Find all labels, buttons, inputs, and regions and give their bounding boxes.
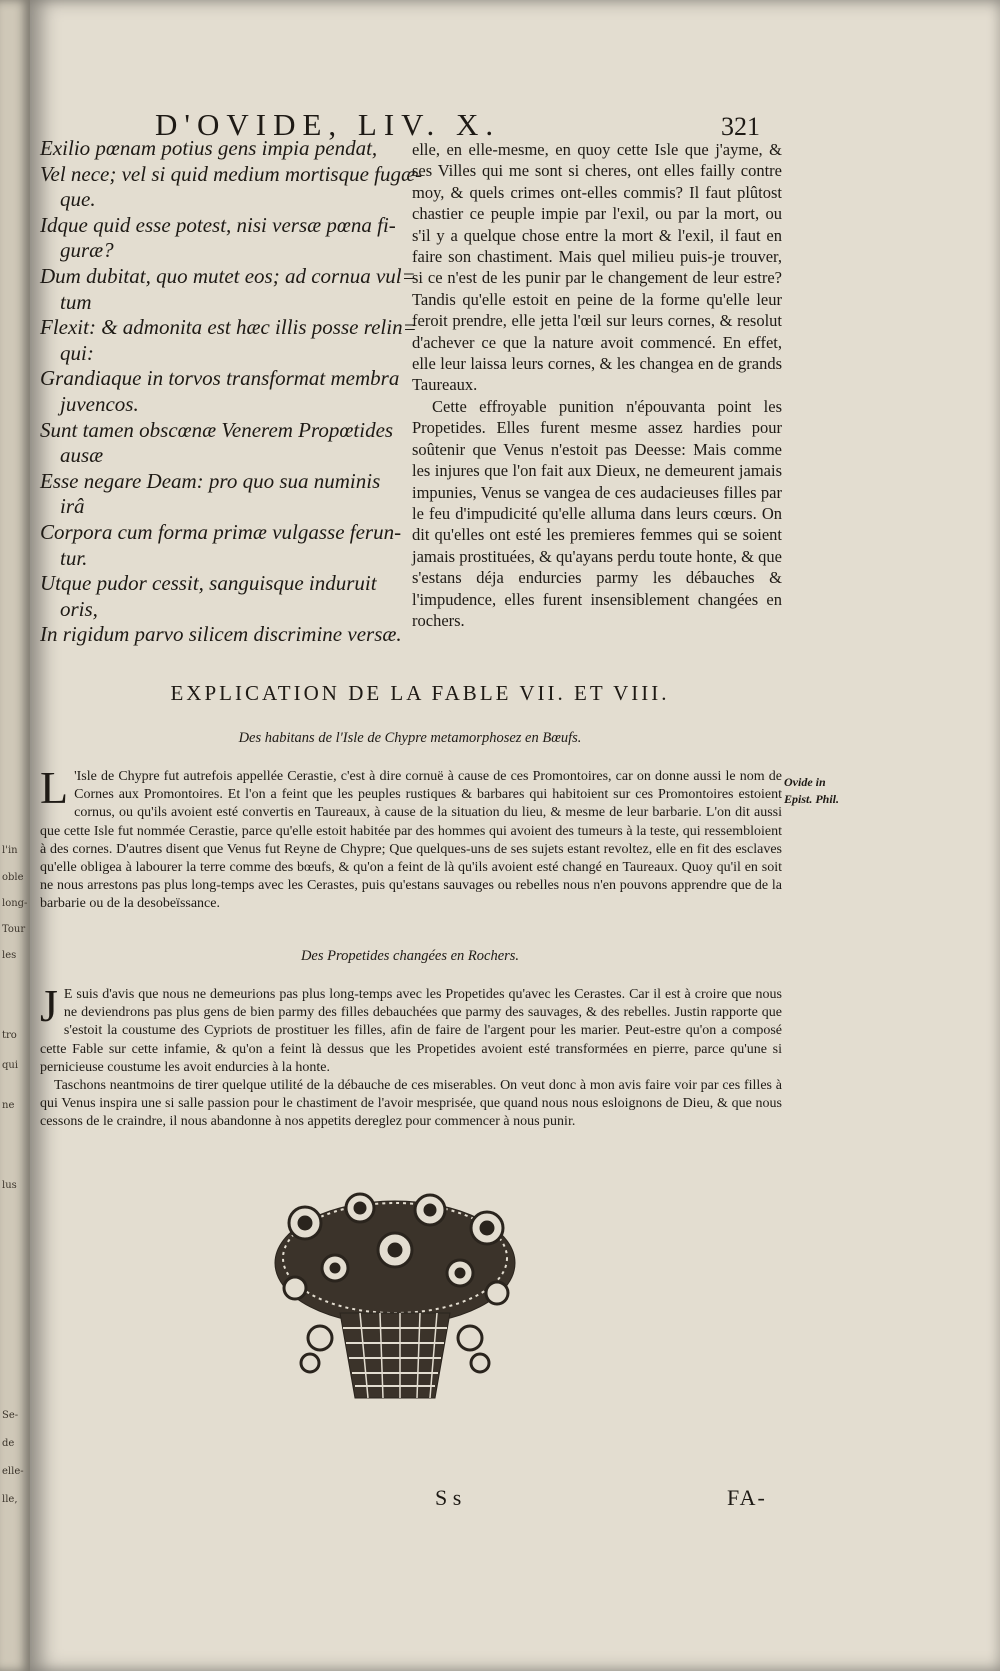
section-subtitle: Des habitans de l'Isle de Chypre metamorphosez en Bœufs. bbox=[238, 730, 582, 746]
verse-line: tum bbox=[60, 289, 92, 314]
explication-paragraph-2 bbox=[40, 980, 782, 1132]
verse-line: Esse negare Deam: pro quo sua numinis bbox=[40, 468, 381, 493]
section-subtitle: Des Propetides changées en Rochers. bbox=[300, 948, 520, 964]
french-translation-column bbox=[412, 139, 782, 631]
verse-line: Sunt tamen obscœnæ Venerem Propœtides bbox=[40, 417, 394, 442]
left-fragment: qui bbox=[2, 1060, 19, 1071]
drop-cap: L bbox=[40, 762, 69, 813]
left-fragment: elle- bbox=[2, 1466, 24, 1477]
verse-line: Dum dubitat, quo mutet eos; ad cornua vul= bbox=[40, 263, 416, 288]
verse-line: irâ bbox=[60, 494, 85, 519]
margin-note: Ovide in Epist. Phil. bbox=[784, 775, 840, 806]
paragraph-text: 'Isle de Chypre fut autrefois appellée Cerastie, c'est à dire cornuë à cause de ces Promontoires, car on donne aussi le nom de Cornes aux Promontoires. Et l'on a feint que les peuples rustiques & barbares qui habitoient sur ces Promontoires estoient cornus, ou qu'ils avoient esté convertis en Taureaux, à cause de la situation du lieu, & mesme de leur barbarie. L'on dit aussi que cette Isle fut nommée Cerastie, parce qu'elle estoit habitée par des hommes qui avoient des tumeurs à la teste, qui ressembloient à des cornes. D'autres disent que Venus fut Reyne de Chypre; Que quelques-uns de ses sujets estant revoltez, elle en fit des esclaves qu'elle obligea à labourer la terre comme des bœufs, & qu'on a feint de là qu'ils avoient esté changé en Taureaux. Quoy qu'il en soit ne nous arrestons pas plus long-temps avec les Cerastes, puis qu'estans sauvages ou rebelles nous n'en pouvons apprendre que de la barbarie ou de la desobeïssance. bbox=[40, 769, 782, 912]
left-fragment: oble bbox=[2, 872, 24, 883]
verse-line: que. bbox=[60, 187, 96, 212]
left-fragment: l'in bbox=[2, 845, 18, 856]
verse-line: Vel nece; vel si quid medium mortisque fugæ- bbox=[40, 161, 422, 186]
verse-line: guræ? bbox=[60, 238, 114, 263]
verse-line: Corpora cum forma primæ vulgasse ferun- bbox=[40, 519, 402, 544]
verse-line: Grandiaque in torvos transformat membra bbox=[40, 366, 400, 391]
left-fragment: Tour bbox=[2, 924, 26, 935]
french-paragraph: Cette effroyable punition n'épouvanta point les Propetides. Elles furent mesme assez hardies pour soûtenir que Venus n'estoit pas Deesse: Mais comme les injures que l'on fait aux Dieux, ne demeurent jamais impunies, Venus se vangea de ces audacieuses filles par le feu d'impudicité qu'elle alluma dans leurs cœurs. On dit qu'elles ont esté les premieres femmes qui se soient jamais prostituées, & qu'ayans perdu toute honte, & que s'estans déja endurcies parmy les débauches & l'impudence, elles furent insensiblement changées en rochers. bbox=[412, 396, 782, 630]
running-header: D'OVIDE, LIV. X. bbox=[155, 107, 501, 142]
left-fragment: ne bbox=[2, 1100, 15, 1111]
adjacent-page-edge bbox=[0, 0, 30, 1671]
catchword: FA- bbox=[727, 1485, 767, 1510]
french-paragraph: elle, en elle-mesme, en quoy cette Isle que j'ayme, & ses Villes qui me sont si cheres, ont elles failly contre moy, & quels crimes ont-elles commis? Il faut plûtost chastier ce peuple impie par l'exil, ou par la mort, ou s'il y a quelque chose entre la mort & l'exil, il faut en faire son chastiment. Mais quel milieu puis-je trouver, si ce n'est de les punir par le changement de leur estre? Tandis qu'elle estoit en peine de la forme qu'elle leur feroit prendre, elle jetta l'œil sur leurs cornes, & resolut d'achever ce que la nature avoit commencé. En effet, elle leur laissa leurs cornes, & les changea en de grands Taureaux. bbox=[412, 140, 782, 395]
left-fragment: de bbox=[2, 1438, 15, 1449]
explication-heading: EXPLICATION DE LA FABLE VII. ET VIII. bbox=[170, 681, 670, 705]
verse-line: In rigidum parvo silicem discrimine versæ. bbox=[40, 622, 402, 647]
flower-basket-ornament bbox=[265, 1188, 525, 1408]
left-fragment: lus bbox=[2, 1180, 17, 1191]
verse-line: qui: bbox=[60, 340, 94, 365]
verse-line: ausæ bbox=[60, 443, 104, 468]
verse-line: Utque pudor cessit, sanguisque induruit bbox=[40, 571, 377, 596]
verse-line: Idque quid esse potest, nisi versæ pœna fi- bbox=[40, 212, 396, 237]
signature-mark: S s bbox=[435, 1485, 462, 1510]
verse-line: oris, bbox=[60, 596, 98, 621]
verse-line: tur. bbox=[60, 545, 88, 570]
verse-line: Exilio pœnam potius gens impia pendat, bbox=[40, 136, 378, 160]
left-fragment: lle, bbox=[2, 1494, 18, 1505]
paragraph-text: E suis d'avis que nous ne demeurions pas plus long-temps avec les Propetides qu'avec les Cerastes. Car il est à croire que nous ne deviendrons pas plus gens de bien parmy des filles debauchées que parmy des sauvages, & des rebelles. Justin rapporte que s'estoit la coustume des Cypriots de prostituer les filles, afin de faire de l'argent pour les marier. Peut-estre qu'on a composé cette Fable sur cette infamie, & qu'on a feint là dessus que les Propetides avoient esté transformées en pierre, parce qu'une si pernicieuse coustume les avoit endurcies à la honte. bbox=[40, 987, 782, 1075]
left-fragment: Se- bbox=[2, 1410, 19, 1421]
left-fragment: long- bbox=[2, 898, 28, 909]
explication-paragraph-1 bbox=[40, 762, 782, 914]
left-fragment: tro bbox=[2, 1030, 17, 1041]
verse-line: Flexit: & admonita est hæc illis posse relin= bbox=[40, 315, 417, 340]
left-fragment: les bbox=[2, 950, 17, 961]
drop-cap: J bbox=[40, 980, 58, 1031]
paragraph-text: Taschons neantmoins de tirer quelque utilité de la débauche de ces miserables. On veut donc à mon avis faire voir par ces filles à qui Venus inspira une si salle passion pour le chastiment de l'avoir mesprisée, que quand nous nous esloignons de Dieu, & que nous cessons de le craindre, il nous abandonne à nos appetits dereglez pour commencer à nous punir. bbox=[40, 1078, 782, 1130]
latin-verse-column bbox=[40, 136, 422, 648]
page-number: 321 bbox=[721, 112, 760, 141]
verse-line: juvencos. bbox=[60, 391, 139, 416]
